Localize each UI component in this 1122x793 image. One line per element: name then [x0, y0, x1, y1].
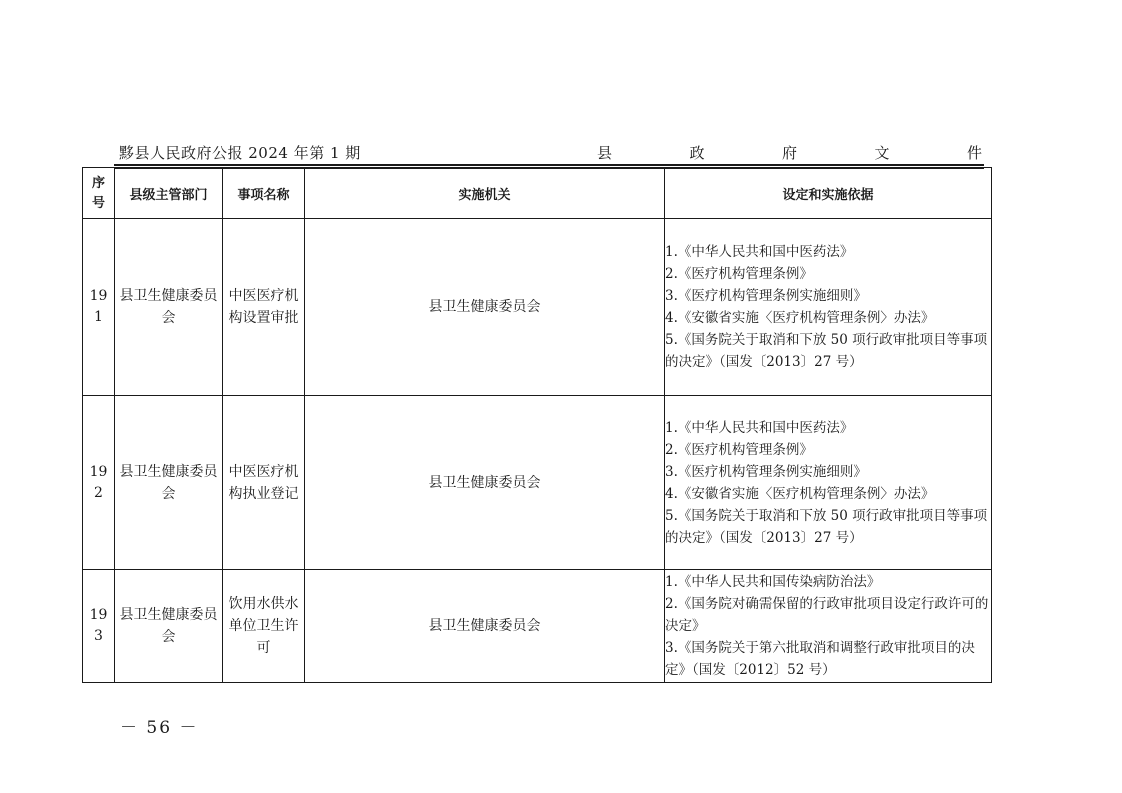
bulletin-title: 黟县人民政府公报 2024 年第 1 期: [119, 144, 361, 162]
row-seq: [83, 219, 115, 396]
section-title-char: 文: [874, 144, 890, 162]
row-dept: 县卫生健康委员会: [115, 219, 223, 396]
header-seq: [83, 168, 115, 219]
table-row: [83, 396, 992, 570]
basis-line: 2.《国务院对确需保留的行政审批项目设定行政许可的决定》: [665, 596, 989, 634]
row-item: 中医医疗机构设置审批: [223, 219, 305, 396]
table-row: [83, 570, 992, 683]
basis-line: 1.《中华人民共和国中医药法》: [665, 419, 854, 436]
row-agency: 县卫生健康委员会: [305, 570, 665, 683]
header-seq-bottom: 号: [91, 196, 105, 211]
row-dept: 县卫生健康委员会: [115, 570, 223, 683]
row-dept: 县卫生健康委员会: [115, 396, 223, 570]
header-basis: 设定和实施依据: [665, 168, 992, 219]
basis-line: 2.《医疗机构管理条例》: [665, 441, 813, 458]
row-seq-bottom: 3: [94, 628, 103, 644]
basis-line: 1.《中华人民共和国传染病防治法》: [665, 574, 881, 590]
approval-items-table: [82, 167, 992, 683]
row-basis: [665, 570, 992, 683]
section-title-char: 件: [966, 144, 982, 162]
row-seq-top: 19: [89, 288, 108, 304]
page-number: － 56 －: [120, 718, 199, 738]
basis-line: 4.《安徽省实施〈医疗机构管理条例〉办法》: [665, 485, 935, 502]
header-rule-thick: [114, 164, 984, 166]
row-basis: [665, 396, 992, 570]
basis-line: 5.《国务院关于取消和下放 50 项行政审批项目等事项的决定》（国发〔2013〕27 号）: [665, 332, 988, 370]
header-dept: 县级主管部门: [115, 168, 223, 219]
row-item: 中医医疗机构执业登记: [223, 396, 305, 570]
header-agency: 实施机关: [305, 168, 665, 219]
row-item: 饮用水供水单位卫生许可: [223, 570, 305, 683]
row-seq: [83, 396, 115, 570]
table-header-row: [83, 168, 992, 219]
basis-line: 3.《国务院关于第六批取消和调整行政审批项目的决定》（国发〔2012〕52 号）: [665, 640, 975, 678]
basis-line: 3.《医疗机构管理条例实施细则》: [665, 288, 867, 304]
table-row: [83, 219, 992, 396]
row-seq-top: 19: [89, 463, 108, 480]
header-item: 事项名称: [223, 168, 305, 219]
basis-line: 3.《医疗机构管理条例实施细则》: [665, 463, 867, 480]
header-seq-top: 序: [91, 176, 105, 191]
row-agency: 县卫生健康委员会: [305, 396, 665, 570]
basis-line: 1.《中华人民共和国中医药法》: [665, 244, 854, 260]
basis-line: 4.《安徽省实施〈医疗机构管理条例〉办法》: [665, 310, 935, 326]
row-seq-bottom: 2: [94, 484, 103, 501]
section-title-char: 县: [597, 144, 613, 162]
section-title-char: 府: [781, 144, 797, 162]
row-seq: [83, 570, 115, 683]
section-title-char: 政: [689, 144, 705, 162]
row-basis: [665, 219, 992, 396]
section-title: [597, 142, 982, 163]
basis-line: 5.《国务院关于取消和下放 50 项行政审批项目等事项的决定》（国发〔2013〕27 号）: [665, 507, 988, 546]
row-seq-top: 19: [89, 607, 108, 623]
basis-line: 2.《医疗机构管理条例》: [665, 266, 813, 282]
page-header: [119, 140, 984, 164]
row-seq-bottom: 1: [94, 309, 103, 325]
row-agency: 县卫生健康委员会: [305, 219, 665, 396]
